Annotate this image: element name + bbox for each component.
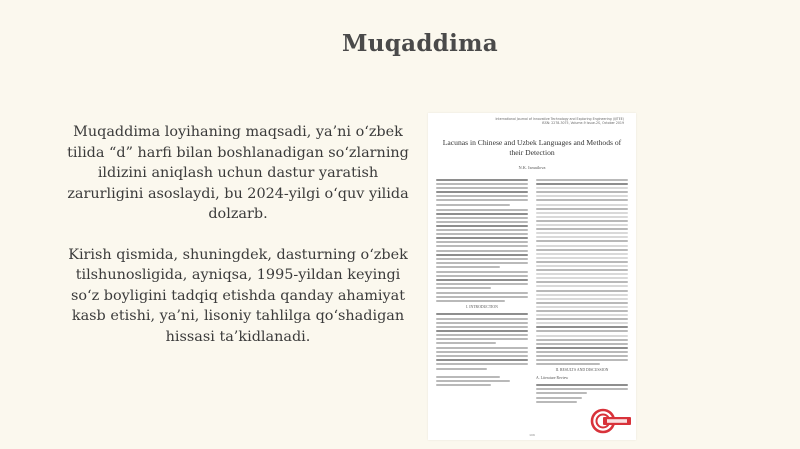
paper-column-left xyxy=(436,179,528,388)
slide-title: Muqaddima xyxy=(341,30,498,57)
section-heading-1: I. INTRODUCTION xyxy=(466,305,498,310)
paragraph-2: Kirish qismida, shuningdek, dasturning o‘zbek tilshunosligida, ayniqsa, 1995-yildan keyingi so‘z boyligini tadqiq etishda qanday ahamiyat kasb etishi, ya’ni, lisoniy tahlilga qo‘shadigan hissasi ta’kidlanadi. xyxy=(68,246,408,345)
paper-author: N.K. Ismailova xyxy=(518,165,546,170)
stamp-logo xyxy=(589,407,633,435)
paper-title: Lacunas in Chinese and Uzbek Languages and Methods of their Detection xyxy=(442,138,622,157)
slide-body xyxy=(60,122,416,367)
section-heading-2: II. RESULTS AND DISCUSSION xyxy=(555,368,609,373)
journal-line-2: ISSN: 2278-3075, Volume-9 Issue-2S, October 2019 xyxy=(541,121,624,126)
journal-line-1: International Journal of Innovative Technology and Exploring Engineering (IJITEE) xyxy=(495,117,624,121)
subsection-heading: A. Literature Review xyxy=(536,376,569,381)
journal-header xyxy=(428,117,636,125)
paper-image xyxy=(428,113,636,440)
page-number: 106 xyxy=(529,433,535,437)
paragraph-1: Muqaddima loyihaning maqsadi, ya’ni o‘zbek tilida “d” harfi bilan boshlanadigan so‘zlarning ildizini aniqlash uchun dastur yaratish zarurligini asoslaydi, bu 2024-yilgi o‘quv yilida dolzarb. xyxy=(67,124,409,222)
paper-column-right xyxy=(536,179,628,405)
